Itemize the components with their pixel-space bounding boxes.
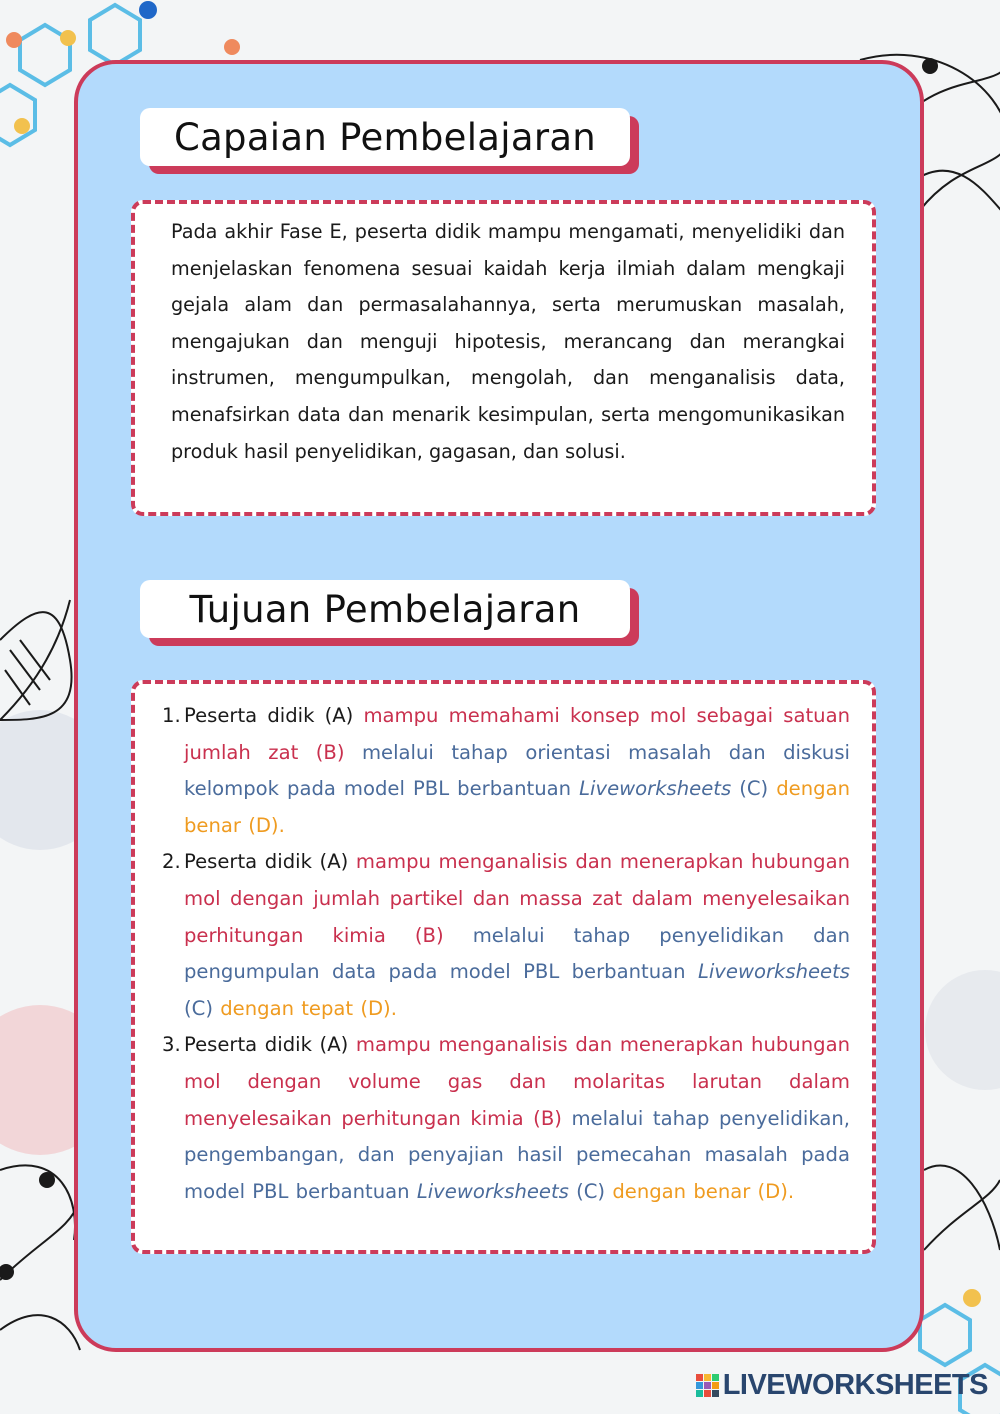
condition-mark: (C) — [184, 996, 213, 1020]
capaian-title: Capaian Pembelajaran — [140, 108, 630, 166]
tujuan-box — [131, 680, 876, 1254]
condition: melalui tahap orientasi masalah dan diskusi kelompok pada model PBL berbantuan — [184, 740, 851, 801]
condition-tool: Liveworksheets — [697, 960, 850, 984]
condition-tool: Liveworksheets — [579, 777, 732, 801]
audience: Peserta didik (A) — [184, 1033, 349, 1057]
item-number: 1. — [162, 704, 181, 727]
degree: dengan benar (D). — [612, 1179, 795, 1203]
audience: Peserta didik (A) — [184, 850, 349, 874]
item-number: 2. — [162, 850, 181, 874]
behavior: mampu memahami konsep mol sebagai satuan jumlah zat (B) — [184, 704, 850, 764]
condition: melalui tahap penyelidikan dan pengumpulan data pada model PBL berbantuan — [184, 923, 850, 984]
tujuan-list — [162, 698, 850, 1210]
item-text — [184, 844, 850, 1027]
tujuan-title: Tujuan Pembelajaran — [140, 580, 630, 638]
condition: melalui tahap penyelidikan, pengembangan, dan penyajian hasil pemecahan masalah pada model PBL berbantuan — [184, 1106, 850, 1203]
degree: dengan tepat (D). — [220, 996, 397, 1020]
condition-tool: Liveworksheets — [416, 1179, 569, 1203]
audience: Peserta didik (A) — [184, 704, 354, 727]
liveworksheets-logo[interactable] — [696, 1369, 988, 1402]
tujuan-item — [162, 1027, 850, 1210]
capaian-text: Pada akhir Fase E, peserta didik mampu mengamati, menyelidiki dan menjelaskan fenomena sesuai kaidah kerja ilmiah dalam mengkaji gejala alam dan permasalahannya, serta merumuskan masalah, mengajukan dan menguji hipotesis, merancang dan merangkai instrumen, mengumpulkan, mengolah, dan menganalisis data, menafsirkan data dan menarik kesimpulan, serta mengomunikasikan produk hasil penyelidikan, gagasan, dan solusi. — [171, 220, 845, 463]
behavior: mampu menganalisis dan menerapkan hubungan mol dengan jumlah partikel dan massa zat dalam menyelesaikan perhitungan kimia (B) — [184, 850, 850, 947]
capaian-box — [131, 200, 876, 516]
item-number: 3. — [162, 1033, 181, 1057]
tujuan-item — [162, 698, 850, 844]
logo-grid-icon — [696, 1374, 719, 1397]
behavior: mampu menganalisis dan menerapkan hubungan mol dengan volume gas dan molaritas larutan dalam menyelesaikan perhitungan kimia (B) — [184, 1033, 850, 1130]
logo-text: LIVEWORKSHEETS — [722, 1369, 988, 1401]
item-text — [184, 698, 850, 844]
item-text — [184, 1027, 850, 1210]
condition-mark: (C) — [739, 777, 769, 801]
degree: dengan benar (D). — [184, 777, 851, 837]
tujuan-item — [162, 844, 850, 1027]
condition-mark: (C) — [576, 1179, 606, 1203]
